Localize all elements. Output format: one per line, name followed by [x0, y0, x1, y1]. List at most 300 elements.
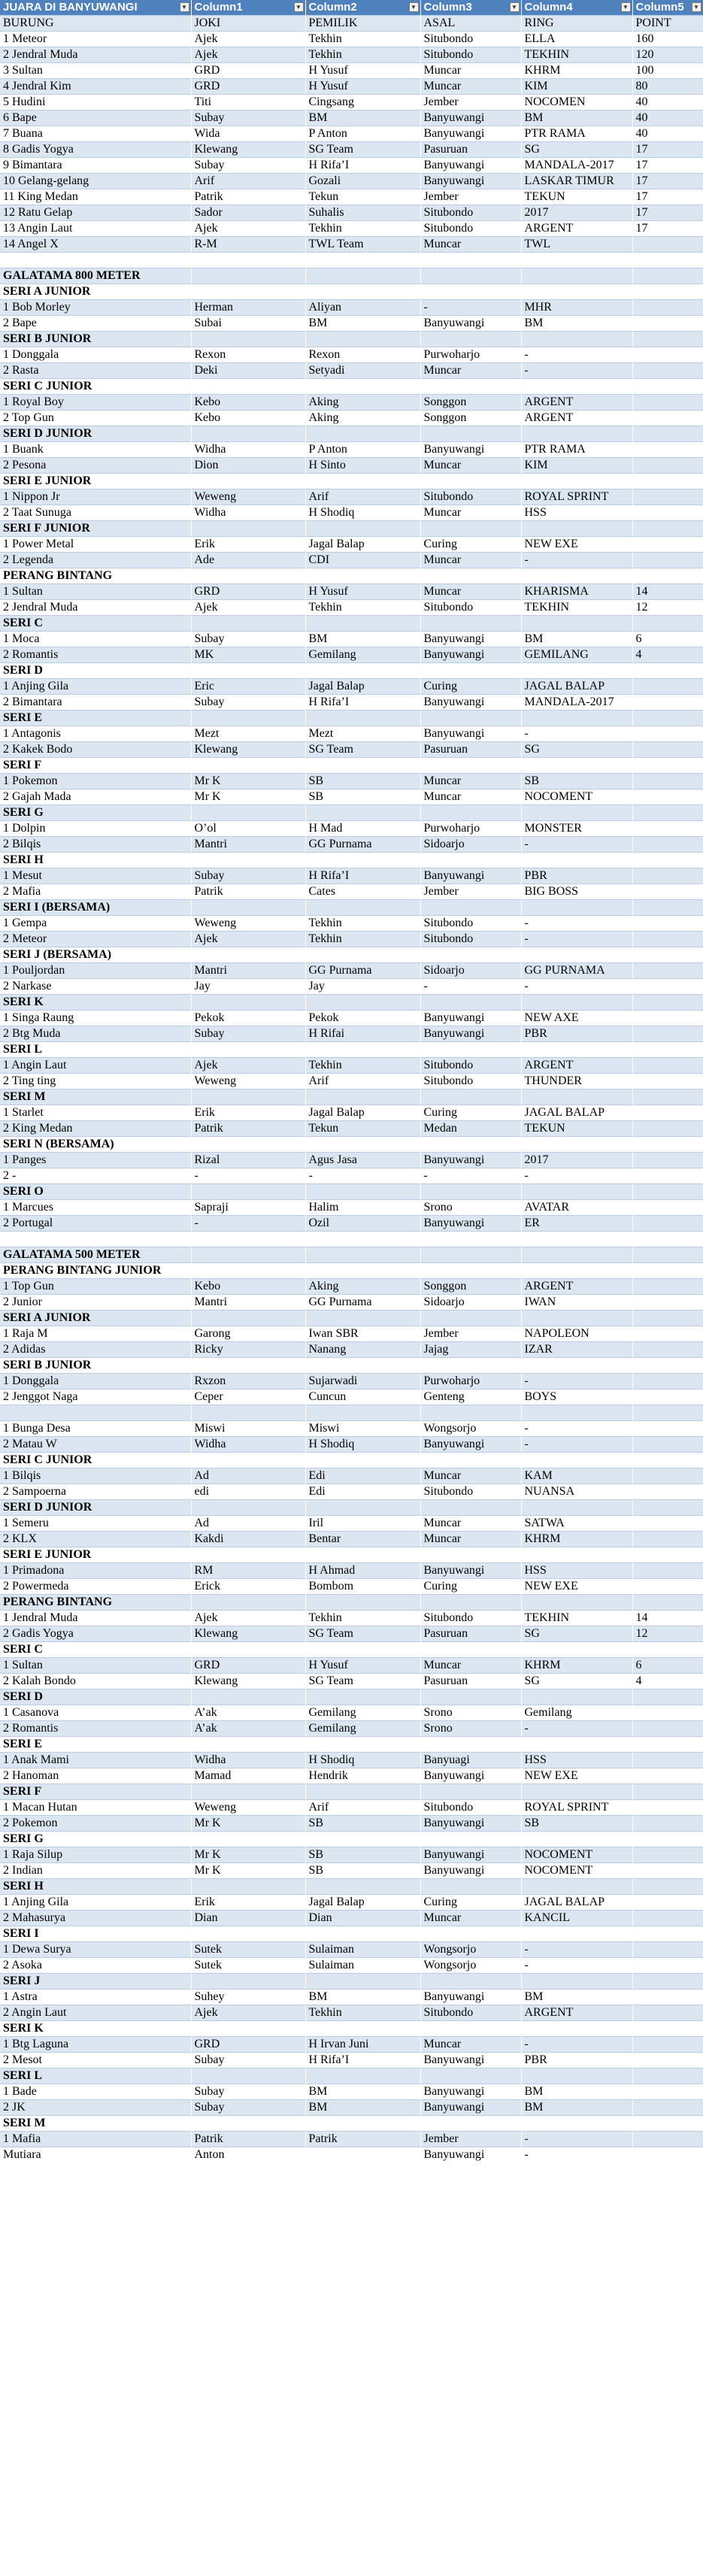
table-cell[interactable]: THUNDER: [521, 1074, 632, 1089]
table-cell[interactable]: [305, 947, 420, 963]
table-cell[interactable]: PBR: [521, 868, 632, 884]
table-cell[interactable]: [521, 616, 632, 632]
table-cell[interactable]: [305, 1042, 420, 1058]
table-cell[interactable]: ARGENT: [521, 411, 632, 426]
table-cell[interactable]: 1 Pouljordan: [0, 963, 191, 979]
table-cell[interactable]: [191, 1453, 305, 1468]
table-cell[interactable]: Banyuwangi: [420, 1437, 521, 1453]
table-cell[interactable]: SERI F JUNIOR: [0, 521, 191, 537]
table-cell[interactable]: JAGAL BALAP: [521, 1895, 632, 1911]
table-cell[interactable]: SERI A JUNIOR: [0, 1311, 191, 1326]
table-cell[interactable]: 17: [632, 221, 703, 237]
table-cell[interactable]: [521, 1453, 632, 1468]
table-cell[interactable]: Sador: [191, 205, 305, 221]
table-cell[interactable]: 2 Top Gun: [0, 411, 191, 426]
table-cell[interactable]: 1 Gempa: [0, 916, 191, 932]
table-cell[interactable]: [632, 1058, 703, 1074]
table-cell[interactable]: SERI I: [0, 1926, 191, 1942]
table-cell[interactable]: 9 Bimantara: [0, 158, 191, 174]
table-cell[interactable]: SERI H: [0, 1879, 191, 1895]
table-cell[interactable]: H Yusuf: [305, 584, 420, 600]
table-cell[interactable]: [420, 253, 521, 268]
table-cell[interactable]: MHR: [521, 300, 632, 316]
table-cell[interactable]: Genteng: [420, 1390, 521, 1405]
table-cell[interactable]: [632, 1405, 703, 1421]
table-cell[interactable]: [632, 884, 703, 900]
table-cell[interactable]: [420, 616, 521, 632]
table-cell[interactable]: [191, 616, 305, 632]
table-cell[interactable]: BM: [521, 2100, 632, 2116]
table-cell[interactable]: Ajek: [191, 221, 305, 237]
table-cell[interactable]: Edi: [305, 1468, 420, 1484]
table-cell[interactable]: 12 Ratu Gelap: [0, 205, 191, 221]
table-cell[interactable]: -: [521, 347, 632, 363]
table-cell[interactable]: [521, 1042, 632, 1058]
table-cell[interactable]: Tekhin: [305, 32, 420, 47]
table-cell[interactable]: [420, 1547, 521, 1563]
table-cell[interactable]: Subay: [191, 2100, 305, 2116]
table-cell[interactable]: PTR RAMA: [521, 442, 632, 458]
table-cell[interactable]: [632, 1200, 703, 1216]
table-cell[interactable]: PBR: [521, 1026, 632, 1042]
table-cell[interactable]: BM: [305, 2100, 420, 2116]
table-cell[interactable]: [191, 1642, 305, 1658]
table-cell[interactable]: [521, 2116, 632, 2132]
table-cell[interactable]: [632, 1974, 703, 1990]
table-cell[interactable]: [632, 537, 703, 553]
table-cell[interactable]: Nanang: [305, 1342, 420, 1358]
table-cell[interactable]: PBR: [521, 2053, 632, 2068]
table-cell[interactable]: 1 Bade: [0, 2084, 191, 2100]
table-cell[interactable]: 2 Angin Laut: [0, 2005, 191, 2021]
table-cell[interactable]: [305, 521, 420, 537]
table-cell[interactable]: [305, 568, 420, 584]
table-cell[interactable]: 160: [632, 32, 703, 47]
table-cell[interactable]: Mamad: [191, 1768, 305, 1784]
table-cell[interactable]: [191, 1784, 305, 1800]
table-cell[interactable]: [632, 1326, 703, 1342]
table-cell[interactable]: Muncar: [420, 237, 521, 253]
table-cell[interactable]: 1 Dewa Surya: [0, 1942, 191, 1958]
table-cell[interactable]: [521, 1311, 632, 1326]
table-cell[interactable]: Iwan SBR: [305, 1326, 420, 1342]
table-cell[interactable]: SERI C JUNIOR: [0, 1453, 191, 1468]
table-cell[interactable]: [420, 663, 521, 679]
table-cell[interactable]: [420, 568, 521, 584]
table-cell[interactable]: Weweng: [191, 489, 305, 505]
table-cell[interactable]: SERI J: [0, 1974, 191, 1990]
table-cell[interactable]: Wongsorjo: [420, 1958, 521, 1974]
table-cell[interactable]: TWL Team: [305, 237, 420, 253]
table-cell[interactable]: 1 Raja Silup: [0, 1847, 191, 1863]
table-cell[interactable]: [420, 474, 521, 489]
table-cell[interactable]: SERI M: [0, 2116, 191, 2132]
table-cell[interactable]: [305, 995, 420, 1011]
table-cell[interactable]: 2 Kalah Bondo: [0, 1674, 191, 1690]
table-cell[interactable]: Erick: [191, 1579, 305, 1595]
table-cell[interactable]: [305, 2021, 420, 2037]
table-cell[interactable]: [420, 1358, 521, 1374]
table-cell[interactable]: Patrik: [305, 2132, 420, 2147]
table-cell[interactable]: Mr K: [191, 1863, 305, 1879]
table-cell[interactable]: [632, 1232, 703, 1247]
table-cell[interactable]: 17: [632, 189, 703, 205]
table-cell[interactable]: ROYAL SPRINT: [521, 489, 632, 505]
table-cell[interactable]: Situbondo: [420, 1058, 521, 1074]
table-cell[interactable]: Jagal Balap: [305, 679, 420, 695]
table-cell[interactable]: AVATAR: [521, 1200, 632, 1216]
table-cell[interactable]: Miswi: [305, 1421, 420, 1437]
table-cell[interactable]: 2 Taat Sunuga: [0, 505, 191, 521]
table-cell[interactable]: Muncar: [420, 553, 521, 568]
table-cell[interactable]: 100: [632, 63, 703, 79]
table-cell[interactable]: NUANSA: [521, 1484, 632, 1500]
table-cell[interactable]: [632, 1911, 703, 1926]
table-cell[interactable]: Klewang: [191, 1674, 305, 1690]
table-cell[interactable]: Subay: [191, 868, 305, 884]
table-cell[interactable]: [632, 316, 703, 332]
table-cell[interactable]: 40: [632, 111, 703, 126]
table-cell[interactable]: [521, 1405, 632, 1421]
table-cell[interactable]: IWAN: [521, 1295, 632, 1311]
table-cell[interactable]: KHRM: [521, 1658, 632, 1674]
table-cell[interactable]: 1 Moca: [0, 632, 191, 647]
table-cell[interactable]: [632, 1247, 703, 1263]
table-cell[interactable]: GRD: [191, 63, 305, 79]
table-cell[interactable]: [420, 268, 521, 284]
table-cell[interactable]: [632, 458, 703, 474]
table-cell[interactable]: [632, 1721, 703, 1737]
table-cell[interactable]: [420, 947, 521, 963]
table-cell[interactable]: Weweng: [191, 1074, 305, 1089]
table-cell[interactable]: 2 Bape: [0, 316, 191, 332]
table-cell[interactable]: Curing: [420, 1895, 521, 1911]
table-cell[interactable]: Mezt: [305, 726, 420, 742]
table-cell[interactable]: BM: [521, 316, 632, 332]
table-cell[interactable]: 2 Romantis: [0, 647, 191, 663]
table-cell[interactable]: [632, 363, 703, 379]
table-cell[interactable]: Ajek: [191, 1058, 305, 1074]
table-cell[interactable]: NEW EXE: [521, 1579, 632, 1595]
table-cell[interactable]: SG Team: [305, 1674, 420, 1690]
table-cell[interactable]: Hendrik: [305, 1768, 420, 1784]
table-cell[interactable]: [191, 1263, 305, 1279]
table-cell[interactable]: Jember: [420, 1326, 521, 1342]
table-cell[interactable]: BM: [305, 2084, 420, 2100]
table-cell[interactable]: Gemilang: [305, 1721, 420, 1737]
table-cell[interactable]: 6: [632, 1658, 703, 1674]
table-cell[interactable]: 1 Buank: [0, 442, 191, 458]
table-cell[interactable]: -: [521, 2147, 632, 2163]
table-cell[interactable]: 1 Anak Mami: [0, 1753, 191, 1768]
table-cell[interactable]: Arif: [191, 174, 305, 189]
table-cell[interactable]: [191, 1232, 305, 1247]
table-cell[interactable]: [521, 426, 632, 442]
table-cell[interactable]: 14: [632, 584, 703, 600]
table-cell[interactable]: [632, 568, 703, 584]
table-cell[interactable]: Subay: [191, 1026, 305, 1042]
table-cell[interactable]: 17: [632, 205, 703, 221]
table-cell[interactable]: [191, 2068, 305, 2084]
table-cell[interactable]: [191, 1690, 305, 1705]
table-cell[interactable]: Banyuwangi: [420, 2053, 521, 2068]
table-cell[interactable]: Tekhin: [305, 600, 420, 616]
table-cell[interactable]: Situbondo: [420, 47, 521, 63]
table-cell[interactable]: Banyuwangi: [420, 1216, 521, 1232]
table-cell[interactable]: [305, 1358, 420, 1374]
table-cell[interactable]: 2 Junior: [0, 1295, 191, 1311]
table-cell[interactable]: [521, 253, 632, 268]
table-cell[interactable]: [305, 1184, 420, 1200]
table-cell[interactable]: [632, 853, 703, 868]
table-cell[interactable]: SERI E: [0, 1737, 191, 1753]
table-cell[interactable]: Muncar: [420, 63, 521, 79]
table-cell[interactable]: Rxzon: [191, 1374, 305, 1390]
table-cell[interactable]: 2 Hanoman: [0, 1768, 191, 1784]
table-cell[interactable]: [420, 2116, 521, 2132]
table-cell[interactable]: NEW EXE: [521, 537, 632, 553]
table-cell[interactable]: 2 -: [0, 1168, 191, 1184]
table-cell[interactable]: ER: [521, 1216, 632, 1232]
table-cell[interactable]: [191, 268, 305, 284]
table-cell[interactable]: [420, 2021, 521, 2037]
table-cell[interactable]: H Rifai: [305, 1026, 420, 1042]
table-cell[interactable]: Mr K: [191, 1816, 305, 1832]
table-cell[interactable]: Edi: [305, 1484, 420, 1500]
table-cell[interactable]: [632, 1484, 703, 1500]
table-cell[interactable]: SERI C: [0, 1642, 191, 1658]
table-cell[interactable]: [521, 1137, 632, 1153]
table-cell[interactable]: JAGAL BALAP: [521, 679, 632, 695]
table-cell[interactable]: [521, 521, 632, 537]
table-cell[interactable]: [632, 1784, 703, 1800]
table-cell[interactable]: NEW AXE: [521, 1011, 632, 1026]
table-cell[interactable]: 17: [632, 158, 703, 174]
table-cell[interactable]: Jajag: [420, 1342, 521, 1358]
table-cell[interactable]: [305, 711, 420, 726]
table-cell[interactable]: Muncar: [420, 1911, 521, 1926]
table-cell[interactable]: [305, 1737, 420, 1753]
table-cell[interactable]: [521, 1358, 632, 1374]
table-cell[interactable]: IZAR: [521, 1342, 632, 1358]
table-cell[interactable]: Situbondo: [420, 932, 521, 947]
table-cell[interactable]: TEKUN: [521, 189, 632, 205]
table-cell[interactable]: ARGENT: [521, 2005, 632, 2021]
table-cell[interactable]: SERI L: [0, 1042, 191, 1058]
table-cell[interactable]: [420, 1232, 521, 1247]
table-cell[interactable]: [521, 1926, 632, 1942]
table-cell[interactable]: [420, 332, 521, 347]
table-cell[interactable]: 1 Macan Hutan: [0, 1800, 191, 1816]
table-cell[interactable]: Banyuwangi: [420, 1563, 521, 1579]
table-cell[interactable]: [305, 1089, 420, 1105]
table-cell[interactable]: [305, 253, 420, 268]
table-cell[interactable]: [632, 742, 703, 758]
table-cell[interactable]: [191, 1879, 305, 1895]
table-cell[interactable]: 2 Btg Muda: [0, 1026, 191, 1042]
table-cell[interactable]: SATWA: [521, 1516, 632, 1532]
table-cell[interactable]: Situbondo: [420, 1611, 521, 1626]
table-cell[interactable]: Pekok: [191, 1011, 305, 1026]
table-cell[interactable]: -: [420, 300, 521, 316]
table-cell[interactable]: [632, 395, 703, 411]
table-cell[interactable]: Agus Jasa: [305, 1153, 420, 1168]
table-cell[interactable]: 1 Mesut: [0, 868, 191, 884]
table-cell[interactable]: [632, 1089, 703, 1105]
table-cell[interactable]: 4: [632, 647, 703, 663]
table-cell[interactable]: [632, 505, 703, 521]
table-cell[interactable]: SERI F: [0, 1784, 191, 1800]
table-cell[interactable]: [191, 1595, 305, 1611]
table-cell[interactable]: H Rifa’I: [305, 2053, 420, 2068]
table-cell[interactable]: Pasuruan: [420, 1626, 521, 1642]
table-cell[interactable]: Kebo: [191, 1279, 305, 1295]
table-cell[interactable]: Banyuagi: [420, 1753, 521, 1768]
table-cell[interactable]: RING: [521, 16, 632, 32]
table-cell[interactable]: [632, 268, 703, 284]
table-cell[interactable]: 2017: [521, 205, 632, 221]
table-cell[interactable]: [632, 521, 703, 537]
table-cell[interactable]: Anton: [191, 2147, 305, 2163]
table-cell[interactable]: [632, 1263, 703, 1279]
table-cell[interactable]: [420, 1974, 521, 1990]
table-cell[interactable]: Ad: [191, 1468, 305, 1484]
table-cell[interactable]: Gemilang: [521, 1705, 632, 1721]
table-cell[interactable]: [420, 1642, 521, 1658]
table-cell[interactable]: 2 Mesot: [0, 2053, 191, 2068]
table-cell[interactable]: [632, 1595, 703, 1611]
table-cell[interactable]: 1 Donggala: [0, 347, 191, 363]
table-cell[interactable]: 1 Top Gun: [0, 1279, 191, 1295]
table-cell[interactable]: [632, 284, 703, 300]
table-cell[interactable]: H Shodiq: [305, 505, 420, 521]
table-cell[interactable]: Situbondo: [420, 1800, 521, 1816]
table-cell[interactable]: -: [521, 1168, 632, 1184]
table-cell[interactable]: [191, 758, 305, 774]
table-cell[interactable]: 11 King Medan: [0, 189, 191, 205]
table-cell[interactable]: [632, 1879, 703, 1895]
table-cell[interactable]: 2 KLX: [0, 1532, 191, 1547]
table-cell[interactable]: GG Purnama: [305, 1295, 420, 1311]
table-cell[interactable]: [521, 1784, 632, 1800]
table-cell[interactable]: Wongsorjo: [420, 1942, 521, 1958]
table-cell[interactable]: [632, 332, 703, 347]
table-cell[interactable]: 2 Mafia: [0, 884, 191, 900]
table-cell[interactable]: [632, 379, 703, 395]
table-cell[interactable]: Medan: [420, 1121, 521, 1137]
table-cell[interactable]: KIM: [521, 79, 632, 95]
table-cell[interactable]: Deki: [191, 363, 305, 379]
table-cell[interactable]: Jay: [305, 979, 420, 995]
table-cell[interactable]: [521, 1232, 632, 1247]
table-cell[interactable]: Situbondo: [420, 916, 521, 932]
table-cell[interactable]: H Rifa’I: [305, 158, 420, 174]
table-cell[interactable]: [632, 789, 703, 805]
table-cell[interactable]: Ajek: [191, 1611, 305, 1626]
table-cell[interactable]: [632, 1042, 703, 1058]
table-cell[interactable]: Srono: [420, 1200, 521, 1216]
table-cell[interactable]: [632, 1895, 703, 1911]
table-cell[interactable]: Rexon: [191, 347, 305, 363]
table-cell[interactable]: SERI K: [0, 2021, 191, 2037]
table-cell[interactable]: SERI I (BERSAMA): [0, 900, 191, 916]
table-cell[interactable]: H Yusuf: [305, 79, 420, 95]
table-cell[interactable]: [420, 711, 521, 726]
table-cell[interactable]: A’ak: [191, 1705, 305, 1721]
table-cell[interactable]: [632, 2100, 703, 2116]
table-cell[interactable]: 120: [632, 47, 703, 63]
table-cell[interactable]: [305, 1879, 420, 1895]
table-cell[interactable]: [420, 1595, 521, 1611]
table-cell[interactable]: [305, 1263, 420, 1279]
table-cell[interactable]: [632, 474, 703, 489]
table-cell[interactable]: Muncar: [420, 1532, 521, 1547]
table-cell[interactable]: 2 Bilqis: [0, 837, 191, 853]
table-cell[interactable]: [632, 1690, 703, 1705]
table-cell[interactable]: [632, 1184, 703, 1200]
table-cell[interactable]: SB: [521, 1816, 632, 1832]
table-cell[interactable]: 2 Pesona: [0, 458, 191, 474]
table-cell[interactable]: SERI D JUNIOR: [0, 426, 191, 442]
table-cell[interactable]: [632, 1832, 703, 1847]
table-cell[interactable]: [632, 947, 703, 963]
table-cell[interactable]: Curing: [420, 679, 521, 695]
table-cell[interactable]: BM: [305, 111, 420, 126]
table-cell[interactable]: [632, 1847, 703, 1863]
table-cell[interactable]: Pasuruan: [420, 1674, 521, 1690]
table-cell[interactable]: edi: [191, 1484, 305, 1500]
table-cell[interactable]: [632, 347, 703, 363]
table-cell[interactable]: [305, 1500, 420, 1516]
table-cell[interactable]: -: [521, 363, 632, 379]
table-cell[interactable]: [420, 1405, 521, 1421]
table-cell[interactable]: Jember: [420, 189, 521, 205]
table-cell[interactable]: [632, 1137, 703, 1153]
table-cell[interactable]: GALATAMA 800 METER: [0, 268, 191, 284]
table-cell[interactable]: ASAL: [420, 16, 521, 32]
table-cell[interactable]: [191, 900, 305, 916]
table-cell[interactable]: [632, 1168, 703, 1184]
table-cell[interactable]: Mutiara: [0, 2147, 191, 2163]
table-cell[interactable]: H Yusuf: [305, 1658, 420, 1674]
table-cell[interactable]: [632, 1642, 703, 1658]
table-cell[interactable]: [305, 284, 420, 300]
table-cell[interactable]: Dian: [305, 1911, 420, 1926]
table-cell[interactable]: P Anton: [305, 442, 420, 458]
table-cell[interactable]: 6: [632, 632, 703, 647]
table-cell[interactable]: Curing: [420, 1105, 521, 1121]
table-cell[interactable]: [420, 853, 521, 868]
table-cell[interactable]: Arif: [305, 1800, 420, 1816]
table-cell[interactable]: [632, 1437, 703, 1453]
table-cell[interactable]: Ricky: [191, 1342, 305, 1358]
table-cell[interactable]: Tekhin: [305, 47, 420, 63]
table-cell[interactable]: Widha: [191, 1437, 305, 1453]
table-cell[interactable]: SB: [305, 789, 420, 805]
table-cell[interactable]: Sutek: [191, 1958, 305, 1974]
table-cell[interactable]: [191, 947, 305, 963]
table-cell[interactable]: TEKUN: [521, 1121, 632, 1137]
table-cell[interactable]: 1 Bunga Desa: [0, 1421, 191, 1437]
table-cell[interactable]: [305, 2116, 420, 2132]
table-cell[interactable]: -: [521, 2037, 632, 2053]
table-cell[interactable]: TEKHIN: [521, 600, 632, 616]
table-cell[interactable]: -: [521, 1721, 632, 1737]
table-cell[interactable]: [191, 474, 305, 489]
table-cell[interactable]: [632, 758, 703, 774]
table-cell[interactable]: 2 King Medan: [0, 1121, 191, 1137]
table-cell[interactable]: GRD: [191, 2037, 305, 2053]
